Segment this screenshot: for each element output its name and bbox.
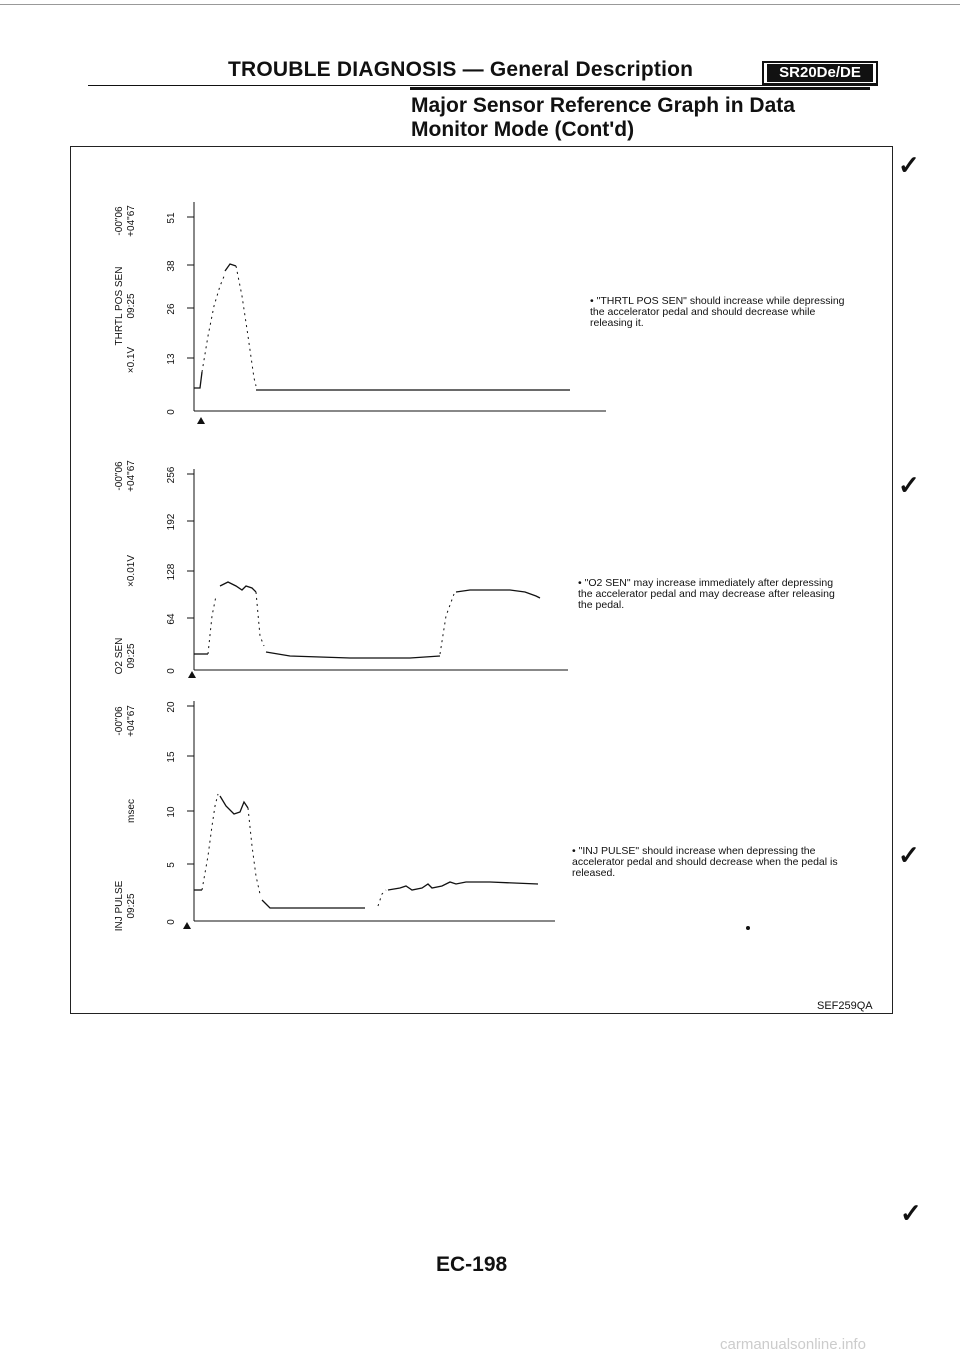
check-mark-icon: ✓ <box>898 150 920 180</box>
graph-o2-sensor <box>187 469 568 670</box>
y-tick-label: 0 <box>166 668 177 674</box>
y-tick-label: 38 <box>166 260 177 272</box>
graph-note-injector: • "INJ PULSE" should increase when depressing the accelerator pedal and should decrease when the pedal is released. <box>572 845 838 879</box>
header-rule-thick <box>410 87 870 90</box>
page-title: TROUBLE DIAGNOSIS — General Description <box>228 58 694 81</box>
signal-trace <box>440 594 454 654</box>
scale-top: -00"06 <box>114 461 125 491</box>
signal-trace <box>236 266 256 386</box>
signal-trace <box>378 890 386 906</box>
graph-note-throttle: • "THRTL POS SEN" should increase while depressing the accelerator pedal and should decrease while releasing it. <box>590 295 845 329</box>
header-rule <box>88 85 878 86</box>
signal-trace <box>262 900 365 908</box>
signal-trace <box>220 582 256 592</box>
scale-bottom: +04"67 <box>126 705 137 737</box>
scale-top: -00"06 <box>114 206 125 236</box>
signal-trace <box>225 264 236 271</box>
y-tick-label: 192 <box>166 513 177 531</box>
signal-name: THRTL POS SEN <box>114 266 125 346</box>
graph-throttle-position <box>187 202 606 411</box>
signal-trace <box>202 274 225 372</box>
signal-unit: ×0.1V <box>126 346 137 374</box>
check-mark-icon: ✓ <box>898 470 920 500</box>
figure-code: SEF259QA <box>817 1000 873 1012</box>
signal-trace <box>388 882 538 890</box>
signal-time: 09:25 <box>126 293 137 319</box>
signal-trace <box>208 596 216 654</box>
time-marker-icon <box>197 417 205 424</box>
y-tick-label: 128 <box>166 563 177 581</box>
y-tick-label: 0 <box>166 919 177 925</box>
model-badge-label: SR20De/DE <box>767 64 873 82</box>
scale-bottom: +04"67 <box>126 205 137 237</box>
scale-top: -00"06 <box>114 706 125 736</box>
stray-dot <box>746 926 750 930</box>
signal-time: 09:25 <box>126 643 137 669</box>
signal-trace <box>256 592 264 646</box>
y-tick-label: 64 <box>166 613 177 625</box>
signal-time: 09:25 <box>126 893 137 919</box>
y-tick-label: 5 <box>166 862 177 868</box>
graph-note-o2: • "O2 SEN" may increase immediately after depressing the accelerator pedal and may decrease after releasing the pedal. <box>578 577 835 611</box>
model-badge <box>762 61 878 85</box>
signal-trace <box>194 372 202 388</box>
subtitle-line-2: Monitor Mode (Cont'd) <box>411 118 635 141</box>
signal-trace <box>456 590 540 598</box>
signal-trace <box>220 796 248 814</box>
signal-trace <box>202 794 218 890</box>
y-tick-label: 51 <box>166 212 177 224</box>
y-tick-label: 256 <box>166 466 177 484</box>
signal-trace <box>248 808 260 894</box>
section-subtitle <box>411 94 795 142</box>
time-marker-icon <box>188 671 196 678</box>
y-tick-label: 26 <box>166 303 177 315</box>
check-mark-icon: ✓ <box>898 840 920 870</box>
subtitle-line-1: Major Sensor Reference Graph in Data <box>411 94 795 117</box>
scale-bottom: +04"67 <box>126 460 137 492</box>
signal-name: INJ PULSE <box>114 880 125 932</box>
signal-unit: ×0.01V <box>126 555 137 587</box>
signal-trace <box>266 652 440 658</box>
check-mark-icon: ✓ <box>900 1198 922 1228</box>
y-tick-label: 10 <box>166 806 177 818</box>
top-rule <box>0 4 960 5</box>
y-tick-label: 15 <box>166 751 177 763</box>
watermark: carmanualsonline.info <box>720 1336 866 1353</box>
y-tick-label: 13 <box>166 353 177 365</box>
y-tick-label: 0 <box>166 409 177 415</box>
y-tick-label: 20 <box>166 701 177 713</box>
signal-unit: msec <box>126 799 137 823</box>
page-number: EC-198 <box>436 1253 508 1276</box>
signal-name: O2 SEN <box>114 637 125 675</box>
time-marker-icon <box>183 922 191 929</box>
graph-injector-pulse <box>187 701 555 921</box>
